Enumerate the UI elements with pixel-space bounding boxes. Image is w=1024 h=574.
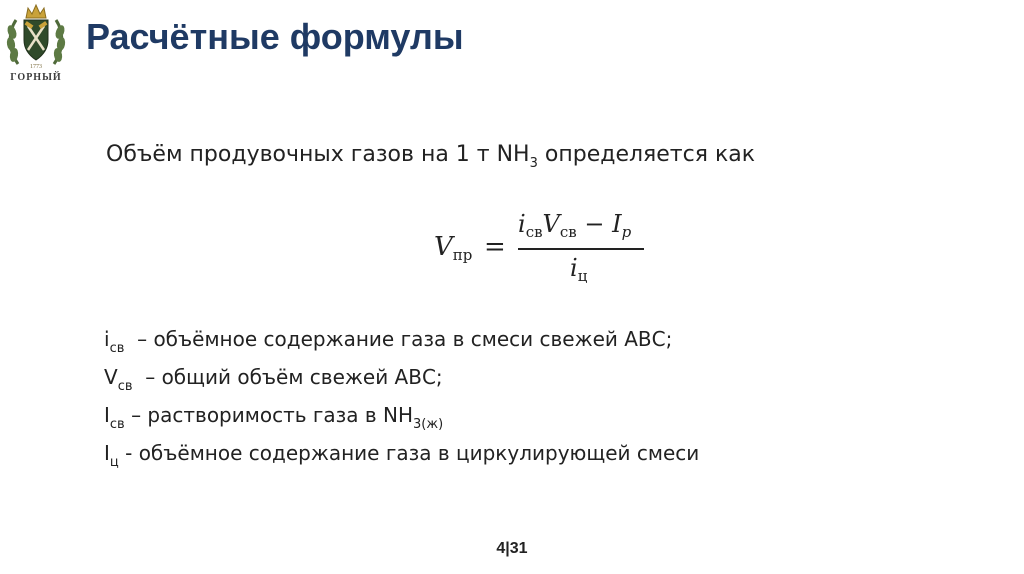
intro-text-end: определяется как bbox=[537, 142, 756, 167]
definition-I-ts: $I_ц$ - объёмное содержание газа в циркулирующей смеси bbox=[104, 441, 700, 470]
intro-text bbox=[106, 142, 755, 171]
fraction-bar bbox=[518, 248, 644, 250]
slide-title: Расчётные формулы bbox=[86, 16, 464, 57]
logo-caption: ГОРНЫЙ bbox=[10, 72, 62, 83]
definition-I-sv: $I_{св}$ – растворимость газа в $NH_{3(ж)}$ bbox=[104, 403, 444, 432]
page-number: 4|31 bbox=[496, 540, 528, 557]
definitions-list bbox=[104, 324, 699, 476]
intro-subscript: 3 bbox=[529, 156, 538, 171]
mining-emblem-icon bbox=[4, 2, 68, 74]
purge-gas-formula bbox=[430, 208, 660, 294]
formula-equals: = bbox=[484, 232, 506, 262]
definition-v-sv: $V_{св}$ – общий объём свежей АВС; bbox=[104, 365, 443, 394]
formula-numerator: $i_{св}V_{св} - I_p$ bbox=[518, 210, 632, 241]
university-logo bbox=[4, 2, 68, 90]
formula-lhs: Vпр bbox=[434, 232, 473, 264]
svg-text:1773: 1773 bbox=[30, 64, 42, 70]
formula-denominator: $i_ц$ bbox=[570, 254, 588, 285]
intro-text-main: Объём продувочных газов на 1 т NH bbox=[106, 142, 530, 167]
definition-i-sv: $i_{св}$ – объёмное содержание газа в смеси свежей АВС; bbox=[104, 327, 673, 356]
